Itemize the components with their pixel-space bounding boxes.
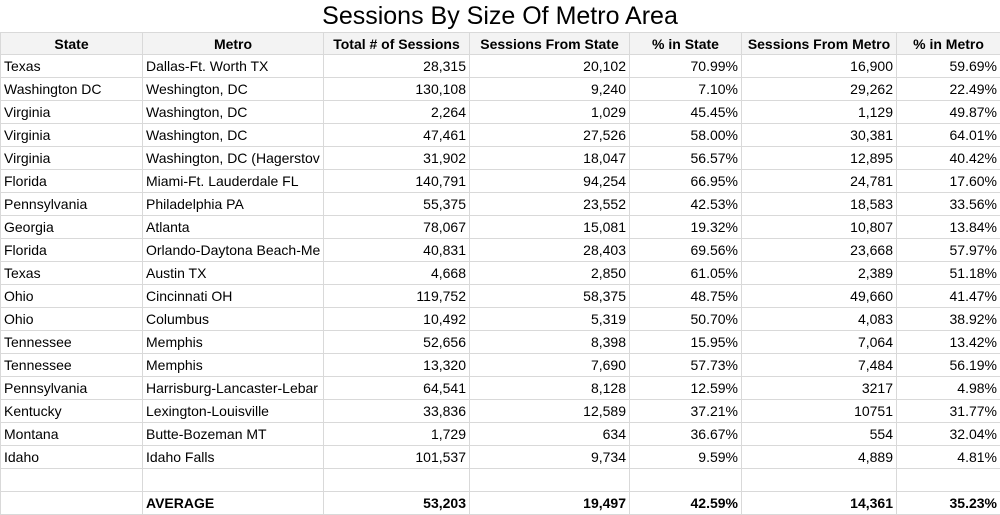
header-pct-in-metro[interactable]: % in Metro	[897, 33, 1000, 55]
cell-sessions-from-metro[interactable]: 23,668	[742, 239, 897, 262]
cell-sessions-from-state[interactable]: 27,526	[470, 124, 630, 147]
cell-metro[interactable]: Orlando-Daytona Beach-Me	[143, 239, 324, 262]
cell-metro[interactable]: Memphis	[143, 354, 324, 377]
cell-total-sessions[interactable]: 52,656	[324, 331, 470, 354]
cell-metro[interactable]: Austin TX	[143, 262, 324, 285]
sheet-title: Sessions By Size Of Metro Area	[322, 2, 678, 30]
cell-pct-in-metro[interactable]: 22.49%	[897, 78, 1000, 101]
cell-total-sessions[interactable]: 47,461	[324, 124, 470, 147]
table-row	[1, 78, 1000, 101]
cell-pct-in-metro[interactable]: 31.77%	[897, 400, 1000, 423]
cell-total-sessions[interactable]: 101,537	[324, 446, 470, 469]
table-row	[1, 285, 1000, 308]
cell-pct-in-state[interactable]: 45.45%	[630, 101, 742, 124]
cell-sessions-from-state[interactable]: 15,081	[470, 216, 630, 239]
table-row	[1, 331, 1000, 354]
cell-metro[interactable]: Idaho Falls	[143, 446, 324, 469]
cell-metro[interactable]: Columbus	[143, 308, 324, 331]
cell-pct-in-state[interactable]: 37.21%	[630, 400, 742, 423]
cell-sessions-from-state[interactable]: 9,240	[470, 78, 630, 101]
table-row	[1, 170, 1000, 193]
cell-state[interactable]: Ohio	[1, 285, 143, 308]
cell-state[interactable]: Texas	[1, 262, 143, 285]
cell-pct-in-metro[interactable]: 41.47%	[897, 285, 1000, 308]
sessions-table	[0, 32, 1000, 515]
cell-sessions-from-metro[interactable]: 1,129	[742, 101, 897, 124]
cell-pct-in-metro[interactable]: 56.19%	[897, 354, 1000, 377]
cell-sessions-from-state[interactable]: 9,734	[470, 446, 630, 469]
empty-cell[interactable]	[897, 469, 1000, 492]
cell-sessions-from-state[interactable]: 5,319	[470, 308, 630, 331]
cell-sessions-from-metro[interactable]: 3217	[742, 377, 897, 400]
cell-pct-in-state[interactable]: 50.70%	[630, 308, 742, 331]
cell-total-sessions[interactable]: 10,492	[324, 308, 470, 331]
cell-sessions-from-state[interactable]: 18,047	[470, 147, 630, 170]
table-row	[1, 446, 1000, 469]
cell-total-sessions[interactable]: 13,320	[324, 354, 470, 377]
header-metro[interactable]: Metro	[143, 33, 324, 55]
cell-state[interactable]: Kentucky	[1, 400, 143, 423]
cell-pct-in-state[interactable]: 19.32%	[630, 216, 742, 239]
header-sessions-from-state[interactable]: Sessions From State	[470, 33, 630, 55]
empty-cell[interactable]	[742, 469, 897, 492]
cell-pct-in-metro[interactable]: 59.69%	[897, 55, 1000, 78]
cell-metro[interactable]: Washington, DC	[143, 124, 324, 147]
cell-sessions-from-state[interactable]: 2,850	[470, 262, 630, 285]
table-row	[1, 377, 1000, 400]
cell-pct-in-state[interactable]: 36.67%	[630, 423, 742, 446]
cell-pct-in-metro[interactable]: 38.92%	[897, 308, 1000, 331]
cell-state[interactable]: Florida	[1, 239, 143, 262]
cell-state[interactable]: Virginia	[1, 147, 143, 170]
cell-state[interactable]: Florida	[1, 170, 143, 193]
cell-sessions-from-metro[interactable]: 2,389	[742, 262, 897, 285]
cell-total-sessions[interactable]: 40,831	[324, 239, 470, 262]
cell-sessions-from-metro[interactable]: 554	[742, 423, 897, 446]
cell-sessions-from-metro[interactable]: 12,895	[742, 147, 897, 170]
cell-sessions-from-metro[interactable]: 10,807	[742, 216, 897, 239]
cell-sessions-from-state[interactable]: 23,552	[470, 193, 630, 216]
cell-total-sessions[interactable]: 28,315	[324, 55, 470, 78]
header-pct-in-state[interactable]: % in State	[630, 33, 742, 55]
cell-sessions-from-state[interactable]: 7,690	[470, 354, 630, 377]
cell-pct-in-state[interactable]: 12.59%	[630, 377, 742, 400]
cell-total-sessions[interactable]: 2,264	[324, 101, 470, 124]
table-row	[1, 308, 1000, 331]
cell-total-sessions[interactable]: 140,791	[324, 170, 470, 193]
cell-pct-in-state[interactable]: 9.59%	[630, 446, 742, 469]
cell-sessions-from-state[interactable]: 94,254	[470, 170, 630, 193]
table-row	[1, 216, 1000, 239]
cell-sessions-from-metro[interactable]: 24,781	[742, 170, 897, 193]
cell-pct-in-metro[interactable]: 13.84%	[897, 216, 1000, 239]
table-body	[1, 55, 1000, 515]
table-row	[1, 193, 1000, 216]
cell-pct-in-metro[interactable]: 4.81%	[897, 446, 1000, 469]
empty-row	[1, 469, 1000, 492]
cell-pct-in-state[interactable]: 69.56%	[630, 239, 742, 262]
table-row	[1, 147, 1000, 170]
cell-sessions-from-state[interactable]: 1,029	[470, 101, 630, 124]
cell-pct-in-state[interactable]: 7.10%	[630, 78, 742, 101]
cell-sessions-from-metro[interactable]: 4,889	[742, 446, 897, 469]
cell-state[interactable]: Ohio	[1, 308, 143, 331]
table-row	[1, 55, 1000, 78]
cell-sessions-from-state[interactable]: 28,403	[470, 239, 630, 262]
cell-pct-in-metro[interactable]: 32.04%	[897, 423, 1000, 446]
cell-state[interactable]: Tennessee	[1, 354, 143, 377]
average-pct-in-state[interactable]: 42.59%	[630, 492, 742, 515]
cell-sessions-from-state[interactable]: 20,102	[470, 55, 630, 78]
header-state[interactable]: State	[1, 33, 143, 55]
cell-pct-in-metro[interactable]: 17.60%	[897, 170, 1000, 193]
empty-cell[interactable]	[1, 469, 143, 492]
cell-pct-in-metro[interactable]: 57.97%	[897, 239, 1000, 262]
table-row	[1, 262, 1000, 285]
cell-total-sessions[interactable]: 64,541	[324, 377, 470, 400]
cell-metro[interactable]: Memphis	[143, 331, 324, 354]
cell-total-sessions[interactable]: 4,668	[324, 262, 470, 285]
empty-cell[interactable]	[630, 469, 742, 492]
average-pct-in-metro[interactable]: 35.23%	[897, 492, 1000, 515]
cell-pct-in-metro[interactable]: 51.18%	[897, 262, 1000, 285]
average-state[interactable]	[1, 492, 143, 515]
cell-pct-in-metro[interactable]: 4.98%	[897, 377, 1000, 400]
average-metro[interactable]: AVERAGE	[143, 492, 324, 515]
cell-pct-in-state[interactable]: 42.53%	[630, 193, 742, 216]
average-row	[1, 492, 1000, 515]
cell-pct-in-state[interactable]: 48.75%	[630, 285, 742, 308]
cell-metro[interactable]: Washington, DC (Hagerstov	[143, 147, 324, 170]
average-sessions-from-metro[interactable]: 14,361	[742, 492, 897, 515]
cell-pct-in-metro[interactable]: 33.56%	[897, 193, 1000, 216]
cell-sessions-from-metro[interactable]: 49,660	[742, 285, 897, 308]
header-row	[1, 33, 1000, 55]
cell-sessions-from-metro[interactable]: 7,064	[742, 331, 897, 354]
empty-cell[interactable]	[324, 469, 470, 492]
cell-state[interactable]: Pennsylvania	[1, 377, 143, 400]
cell-sessions-from-metro[interactable]: 4,083	[742, 308, 897, 331]
cell-sessions-from-metro[interactable]: 7,484	[742, 354, 897, 377]
cell-sessions-from-metro[interactable]: 29,262	[742, 78, 897, 101]
cell-pct-in-metro[interactable]: 13.42%	[897, 331, 1000, 354]
header-sessions-from-metro[interactable]: Sessions From Metro	[742, 33, 897, 55]
cell-total-sessions[interactable]: 31,902	[324, 147, 470, 170]
cell-pct-in-state[interactable]: 66.95%	[630, 170, 742, 193]
cell-pct-in-state[interactable]: 15.95%	[630, 331, 742, 354]
cell-pct-in-state[interactable]: 61.05%	[630, 262, 742, 285]
table-row	[1, 400, 1000, 423]
cell-metro[interactable]: Miami-Ft. Lauderdale FL	[143, 170, 324, 193]
cell-sessions-from-state[interactable]: 12,589	[470, 400, 630, 423]
cell-state[interactable]: Virginia	[1, 101, 143, 124]
header-total-sessions[interactable]: Total # of Sessions	[324, 33, 470, 55]
cell-metro[interactable]: Philadelphia PA	[143, 193, 324, 216]
cell-metro[interactable]: Washington, DC	[143, 101, 324, 124]
cell-pct-in-state[interactable]: 58.00%	[630, 124, 742, 147]
table-row	[1, 354, 1000, 377]
table-row	[1, 239, 1000, 262]
cell-metro[interactable]: Butte-Bozeman MT	[143, 423, 324, 446]
cell-sessions-from-state[interactable]: 8,398	[470, 331, 630, 354]
cell-sessions-from-state[interactable]: 8,128	[470, 377, 630, 400]
empty-cell[interactable]	[470, 469, 630, 492]
cell-metro[interactable]: Harrisburg-Lancaster-Lebar	[143, 377, 324, 400]
cell-metro[interactable]: Cincinnati OH	[143, 285, 324, 308]
cell-sessions-from-metro[interactable]: 10751	[742, 400, 897, 423]
cell-metro[interactable]: Atlanta	[143, 216, 324, 239]
cell-sessions-from-metro[interactable]: 18,583	[742, 193, 897, 216]
cell-metro[interactable]: Lexington-Louisville	[143, 400, 324, 423]
cell-state[interactable]: Virginia	[1, 124, 143, 147]
cell-sessions-from-state[interactable]: 634	[470, 423, 630, 446]
cell-pct-in-state[interactable]: 56.57%	[630, 147, 742, 170]
cell-total-sessions[interactable]: 130,108	[324, 78, 470, 101]
average-sessions-from-state[interactable]: 19,497	[470, 492, 630, 515]
cell-total-sessions[interactable]: 78,067	[324, 216, 470, 239]
cell-total-sessions[interactable]: 33,836	[324, 400, 470, 423]
cell-sessions-from-metro[interactable]: 16,900	[742, 55, 897, 78]
cell-state[interactable]: Montana	[1, 423, 143, 446]
cell-sessions-from-state[interactable]: 58,375	[470, 285, 630, 308]
cell-pct-in-metro[interactable]: 49.87%	[897, 101, 1000, 124]
cell-state[interactable]: Pennsylvania	[1, 193, 143, 216]
table-row	[1, 101, 1000, 124]
average-total-sessions[interactable]: 53,203	[324, 492, 470, 515]
table-row	[1, 423, 1000, 446]
cell-pct-in-state[interactable]: 70.99%	[630, 55, 742, 78]
cell-pct-in-state[interactable]: 57.73%	[630, 354, 742, 377]
cell-state[interactable]: Georgia	[1, 216, 143, 239]
cell-pct-in-metro[interactable]: 64.01%	[897, 124, 1000, 147]
cell-state[interactable]: Tennessee	[1, 331, 143, 354]
table-row	[1, 124, 1000, 147]
cell-total-sessions[interactable]: 119,752	[324, 285, 470, 308]
cell-sessions-from-metro[interactable]: 30,381	[742, 124, 897, 147]
cell-pct-in-metro[interactable]: 40.42%	[897, 147, 1000, 170]
cell-state[interactable]: Texas	[1, 55, 143, 78]
cell-state[interactable]: Washington DC	[1, 78, 143, 101]
cell-total-sessions[interactable]: 1,729	[324, 423, 470, 446]
cell-state[interactable]: Idaho	[1, 446, 143, 469]
cell-metro[interactable]: Dallas-Ft. Worth TX	[143, 55, 324, 78]
cell-total-sessions[interactable]: 55,375	[324, 193, 470, 216]
empty-cell[interactable]	[143, 469, 324, 492]
cell-metro[interactable]: Weshington, DC	[143, 78, 324, 101]
